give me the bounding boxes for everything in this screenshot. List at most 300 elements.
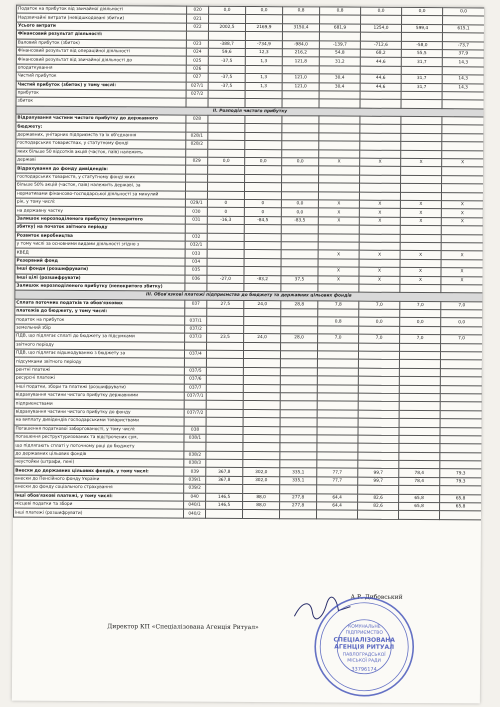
value-cell: 2002,5 (208, 23, 245, 32)
value-cell (318, 242, 359, 251)
value-cell (317, 460, 358, 469)
value-cell (280, 451, 317, 460)
section-3-title: ІІІ. Обов'язкові платежі підприємства до бюджету та державних цільових фондів (15, 290, 483, 301)
value-cell (207, 258, 244, 267)
row-label: Залишок нерозподіленого прибутку (непокритого (15, 215, 185, 224)
row-code: 032/1 (185, 241, 207, 250)
value-cell (440, 377, 482, 386)
value-cell (317, 443, 358, 452)
row-code: 039 (184, 468, 206, 477)
value-cell (441, 226, 483, 235)
value-cell (206, 443, 243, 452)
row-code: 028/2 (186, 140, 208, 149)
row-code: 038/3 (184, 459, 206, 468)
value-cell (441, 285, 483, 294)
value-cell (320, 15, 361, 24)
value-cell: X (318, 200, 359, 209)
row-code (186, 98, 208, 107)
value-cell (319, 141, 360, 150)
value-cell: 1,3 (245, 82, 282, 91)
value-cell: X (359, 200, 400, 209)
value-cell: 0,0 (441, 318, 483, 327)
value-cell: 14,3 (442, 83, 484, 92)
table-row (14, 509, 482, 520)
value-cell (207, 308, 244, 317)
value-cell: 0,0 (443, 8, 485, 17)
value-cell: 7,0 (359, 301, 400, 310)
row-code: 029/1 (185, 199, 207, 208)
value-cell: X (318, 275, 359, 284)
row-label: Відрахування до фонду дивідендів: (16, 164, 186, 173)
row-code: 021 (187, 15, 209, 24)
value-cell: X (400, 200, 441, 209)
stamp-line-4: АГЕНЦІЯ РИТУАЛ (334, 643, 395, 651)
value-cell (360, 175, 401, 184)
value-cell (245, 141, 282, 150)
value-cell: 681,9 (319, 24, 360, 33)
value-cell: -388,7 (208, 40, 245, 49)
value-cell (400, 284, 441, 293)
value-cell (401, 66, 442, 75)
value-cell (244, 225, 281, 234)
value-cell (358, 368, 399, 377)
value-cell: 14,3 (442, 58, 484, 67)
row-code: 037 (185, 300, 207, 309)
value-cell (317, 368, 358, 377)
value-cell: 30,4 (319, 74, 360, 83)
value-cell: X (359, 217, 400, 226)
value-cell (399, 410, 440, 419)
value-cell (246, 15, 283, 24)
value-cell: -139,7 (319, 40, 360, 49)
row-label: Фінансовий результат від операційної діяльності (16, 47, 186, 56)
value-cell (243, 451, 280, 460)
value-cell (207, 317, 244, 326)
value-cell: 0,8 (320, 7, 361, 16)
row-code: 029 (186, 157, 208, 166)
row-code (184, 417, 206, 426)
value-cell (359, 183, 400, 192)
value-cell (282, 166, 319, 175)
value-cell (245, 65, 282, 74)
value-cell (279, 510, 316, 519)
value-cell: 88,0 (243, 493, 280, 502)
row-code: 037/6 (184, 375, 206, 384)
row-label: бюджету: (16, 123, 186, 132)
value-cell: 1,3 (245, 74, 282, 83)
value-cell: 3150,4 (282, 23, 319, 32)
value-cell: 367,8 (206, 476, 243, 485)
value-cell (441, 327, 483, 336)
value-cell (400, 259, 441, 268)
value-cell: 0,0 (359, 318, 400, 327)
value-cell (280, 418, 317, 427)
value-cell (441, 184, 483, 193)
value-cell: 88,0 (243, 502, 280, 511)
value-cell (442, 92, 484, 101)
row-code (185, 342, 207, 351)
value-cell: -27,0 (207, 275, 244, 284)
row-label: платежів до бюджету, у тому числі: (15, 307, 185, 316)
row-label: Сплата поточних податків та обов'язкових (15, 299, 185, 308)
value-cell (280, 409, 317, 418)
value-cell (442, 142, 484, 151)
value-cell (360, 32, 401, 41)
row-label: внески до фонду соціального страхування (14, 483, 184, 492)
value-cell (358, 351, 399, 360)
row-code: 028/1 (186, 132, 208, 141)
value-cell (359, 225, 400, 234)
value-cell: 302,0 (243, 468, 280, 477)
value-cell (318, 259, 359, 268)
value-cell (245, 116, 282, 125)
value-cell (207, 241, 244, 250)
value-cell (358, 452, 399, 461)
row-label: яких більше 50 відсотків акцій (часток, паїв) належить (16, 148, 186, 157)
value-cell (400, 309, 441, 318)
value-cell (319, 133, 360, 142)
value-cell (245, 132, 282, 141)
row-label: відрахування частини чистого прибутку державними (14, 391, 184, 400)
value-cell (440, 486, 482, 495)
value-cell (282, 91, 319, 100)
value-cell (440, 385, 482, 394)
row-code (186, 149, 208, 158)
value-cell (358, 360, 399, 369)
value-cell (358, 460, 399, 469)
value-cell (282, 149, 319, 158)
value-cell (400, 192, 441, 201)
row-label: більше 50% акцій (часток, паїв) належить державі, за (15, 181, 185, 190)
value-cell (359, 343, 400, 352)
value-cell (399, 444, 440, 453)
value-cell (245, 174, 282, 183)
value-cell: 7,0 (400, 335, 441, 344)
value-cell (280, 485, 317, 494)
signature-block (12, 587, 481, 704)
value-cell: X (442, 159, 484, 168)
value-cell (244, 183, 281, 192)
value-cell: 0,0 (281, 200, 318, 209)
row-code: 038/1 (184, 434, 206, 443)
row-label: Залишок нерозподіленого прибутку (непокритого збитку) (15, 282, 185, 291)
row-label: Чистий прибуток (16, 72, 186, 81)
value-cell: 99,7 (358, 477, 399, 486)
value-cell (206, 375, 243, 384)
value-cell (244, 191, 281, 200)
row-label: Погашення податкової заборгованості, у тому числі: (14, 425, 184, 434)
row-code (186, 124, 208, 133)
value-cell (360, 167, 401, 176)
value-cell (206, 392, 243, 401)
row-label: оподаткування (16, 64, 186, 73)
row-code: 027/2 (186, 90, 208, 99)
value-cell: X (400, 276, 441, 285)
row-label: господарських товариствах, у статутному фонді (16, 139, 186, 148)
value-cell (358, 485, 399, 494)
value-cell (358, 435, 399, 444)
row-code: 040 (184, 493, 206, 502)
value-cell (361, 16, 402, 25)
value-cell: X (318, 217, 359, 226)
value-cell (440, 444, 482, 453)
value-cell: 31,7 (401, 75, 442, 84)
value-cell: 0,0 (282, 158, 319, 167)
value-cell (244, 325, 281, 334)
row-label: державі (16, 156, 186, 165)
value-cell: 1254,0 (360, 24, 401, 33)
value-cell (206, 426, 243, 435)
value-cell (442, 66, 484, 75)
value-cell (281, 250, 318, 259)
stamp-line-1: КОМУНАЛЬНЕ (348, 624, 381, 630)
value-cell: 0,0 (361, 7, 402, 16)
value-cell (400, 184, 441, 193)
value-cell: 77,7 (317, 477, 358, 486)
value-cell: 335,1 (280, 477, 317, 486)
row-label: місцеві податки та збори (14, 500, 184, 509)
value-cell (399, 461, 440, 470)
value-cell (360, 133, 401, 142)
row-code: 020 (187, 6, 209, 15)
value-cell (319, 66, 360, 75)
value-cell (282, 141, 319, 150)
value-cell: 31,7 (401, 83, 442, 92)
value-cell: 599,4 (401, 24, 442, 33)
section-2-rows (15, 114, 484, 293)
value-cell: X (441, 276, 483, 285)
row-code: 038/2 (184, 451, 206, 460)
value-cell (280, 351, 317, 360)
value-cell: 44,6 (360, 74, 401, 83)
value-cell (243, 376, 280, 385)
value-cell (243, 392, 280, 401)
value-cell (442, 150, 484, 159)
value-cell (400, 242, 441, 251)
value-cell: 23,5 (207, 333, 244, 342)
value-cell (399, 419, 440, 428)
value-cell: 0,0 (246, 6, 283, 15)
value-cell: -984,0 (282, 40, 319, 49)
value-cell (244, 250, 281, 259)
financial-plan-page (12, 5, 484, 704)
value-cell: 615,1 (442, 24, 484, 33)
value-cell: X (318, 208, 359, 217)
row-label: Валовий прибуток (збиток) (16, 39, 186, 48)
value-cell (317, 418, 358, 427)
row-label: збитку) на початок звітного періоду (15, 223, 185, 232)
value-cell: 78,4 (399, 477, 440, 486)
value-cell (441, 310, 483, 319)
value-cell (359, 242, 400, 251)
value-cell (282, 133, 319, 142)
row-code: 035 (185, 266, 207, 275)
value-cell (440, 368, 482, 377)
value-cell (317, 452, 358, 461)
value-cell (243, 384, 280, 393)
row-code: 039/1 (184, 476, 206, 485)
value-cell (318, 284, 359, 293)
value-cell (280, 359, 317, 368)
value-cell (243, 443, 280, 452)
row-label: Фінансовий результат діяльності: (16, 30, 186, 39)
value-cell (207, 325, 244, 334)
value-cell: 146,5 (206, 501, 243, 510)
value-cell (319, 175, 360, 184)
value-cell: -37,5 (208, 73, 245, 82)
value-cell (281, 342, 318, 351)
value-cell (244, 233, 281, 242)
row-code: 037/2 (185, 325, 207, 334)
value-cell (317, 351, 358, 360)
value-cell: 37,9 (442, 50, 484, 59)
value-cell (317, 410, 358, 419)
row-label: Відрахування частини чистого прибутку до державного (16, 114, 186, 123)
row-label: Інші цілі (розшифрувати) (15, 274, 185, 283)
row-code: 023 (186, 40, 208, 49)
row-label: внески до Пенсійного фонду України (14, 475, 184, 484)
value-cell: 37,5 (281, 275, 318, 284)
value-cell (442, 134, 484, 143)
row-code: 037/7/2 (184, 409, 206, 418)
value-cell (243, 359, 280, 368)
value-cell (318, 183, 359, 192)
row-code: 040/1 (184, 501, 206, 510)
value-cell (318, 225, 359, 234)
value-cell: 1,3 (245, 57, 282, 66)
value-cell (401, 33, 442, 42)
value-cell (442, 175, 484, 184)
value-cell (244, 241, 281, 250)
value-cell: X (359, 251, 400, 260)
value-cell (400, 343, 441, 352)
row-label: нормативами фінансово-господарської діяльності за минулий (15, 190, 185, 199)
value-cell: 216,2 (282, 49, 319, 58)
value-cell (206, 350, 243, 359)
row-label: Інші фонди (розшифрувати) (15, 265, 185, 274)
value-cell: 77,7 (317, 468, 358, 477)
value-cell: 99,7 (358, 469, 399, 478)
value-cell (360, 141, 401, 150)
value-cell (319, 150, 360, 159)
row-code: 039/2 (184, 484, 206, 493)
value-cell (206, 359, 243, 368)
value-cell (205, 510, 242, 519)
value-cell (402, 16, 443, 25)
value-cell (280, 393, 317, 402)
value-cell (317, 401, 358, 410)
value-cell: 31,2 (319, 57, 360, 66)
value-cell: 302,0 (243, 476, 280, 485)
value-cell: X (318, 267, 359, 276)
row-label: Резервний фонд (15, 257, 185, 266)
value-cell (440, 436, 482, 445)
value-cell: X (441, 209, 483, 218)
row-label: у тому числі за основними видами діяльності згідно з (15, 240, 185, 249)
value-cell (399, 435, 440, 444)
value-cell (442, 117, 484, 126)
value-cell (440, 402, 482, 411)
value-cell (441, 343, 483, 352)
official-stamp (312, 594, 417, 699)
row-label: інші платежі (розшифрувати) (14, 509, 184, 518)
value-cell (398, 511, 439, 520)
value-cell: X (359, 267, 400, 276)
value-cell (442, 167, 484, 176)
value-cell: X (400, 209, 441, 218)
value-cell (244, 309, 281, 318)
value-cell (441, 259, 483, 268)
value-cell (360, 125, 401, 134)
value-cell: 7,0 (441, 335, 483, 344)
value-cell (281, 317, 318, 326)
value-cell: 24,0 (244, 334, 281, 343)
value-cell (440, 352, 482, 361)
value-cell: 68,2 (360, 49, 401, 58)
stamp-line-6: МІСЬКОЇ РАДИ (347, 658, 381, 664)
value-cell (401, 117, 442, 126)
row-code: 028 (186, 115, 208, 124)
value-cell: -37,5 (208, 57, 245, 66)
value-cell (243, 485, 280, 494)
value-cell: 79,3 (440, 469, 482, 478)
row-label: підсумками звітного періоду (14, 357, 184, 366)
value-cell (399, 402, 440, 411)
row-code (184, 442, 206, 451)
section-1-rows (16, 5, 484, 109)
value-cell: 82,6 (358, 494, 399, 503)
row-label: рентні платежі (14, 366, 184, 375)
value-cell: 0,0 (209, 6, 246, 15)
value-cell (245, 149, 282, 158)
value-cell (319, 166, 360, 175)
row-code: 025 (186, 56, 208, 65)
value-cell (442, 100, 484, 109)
value-cell (245, 166, 282, 175)
row-label: рік, у тому числі: (15, 198, 185, 207)
section-3-rows (14, 299, 483, 520)
row-label: збиток (16, 97, 186, 106)
value-cell (400, 234, 441, 243)
row-code (185, 308, 207, 317)
row-label: Податок на прибуток від звичайної діяльності (17, 5, 187, 14)
value-cell: 0,0 (281, 208, 318, 217)
value-cell (440, 394, 482, 403)
value-cell (318, 233, 359, 242)
value-cell: 0,0 (245, 158, 282, 167)
row-label: податок на прибуток (15, 316, 185, 325)
value-cell: 0,8 (318, 317, 359, 326)
value-cell: 367,8 (206, 468, 243, 477)
value-cell (281, 284, 318, 293)
value-cell (319, 99, 360, 108)
value-cell (280, 376, 317, 385)
value-cell (282, 116, 319, 125)
value-cell (281, 191, 318, 200)
row-code: 032 (185, 233, 207, 242)
value-cell (281, 242, 318, 251)
row-code: 036 (185, 275, 207, 284)
value-cell: 0 (244, 199, 281, 208)
value-cell (208, 115, 245, 124)
row-label: звітного періоду (15, 341, 185, 350)
section-2-title: ІІ. Розподіл чистого прибутку (16, 106, 484, 117)
value-cell: 65,8 (399, 494, 440, 503)
value-cell: 335,1 (280, 468, 317, 477)
row-code (184, 359, 206, 368)
value-cell (399, 452, 440, 461)
row-label: Внески до державних цільових фондів, у тому числі: (14, 467, 184, 476)
